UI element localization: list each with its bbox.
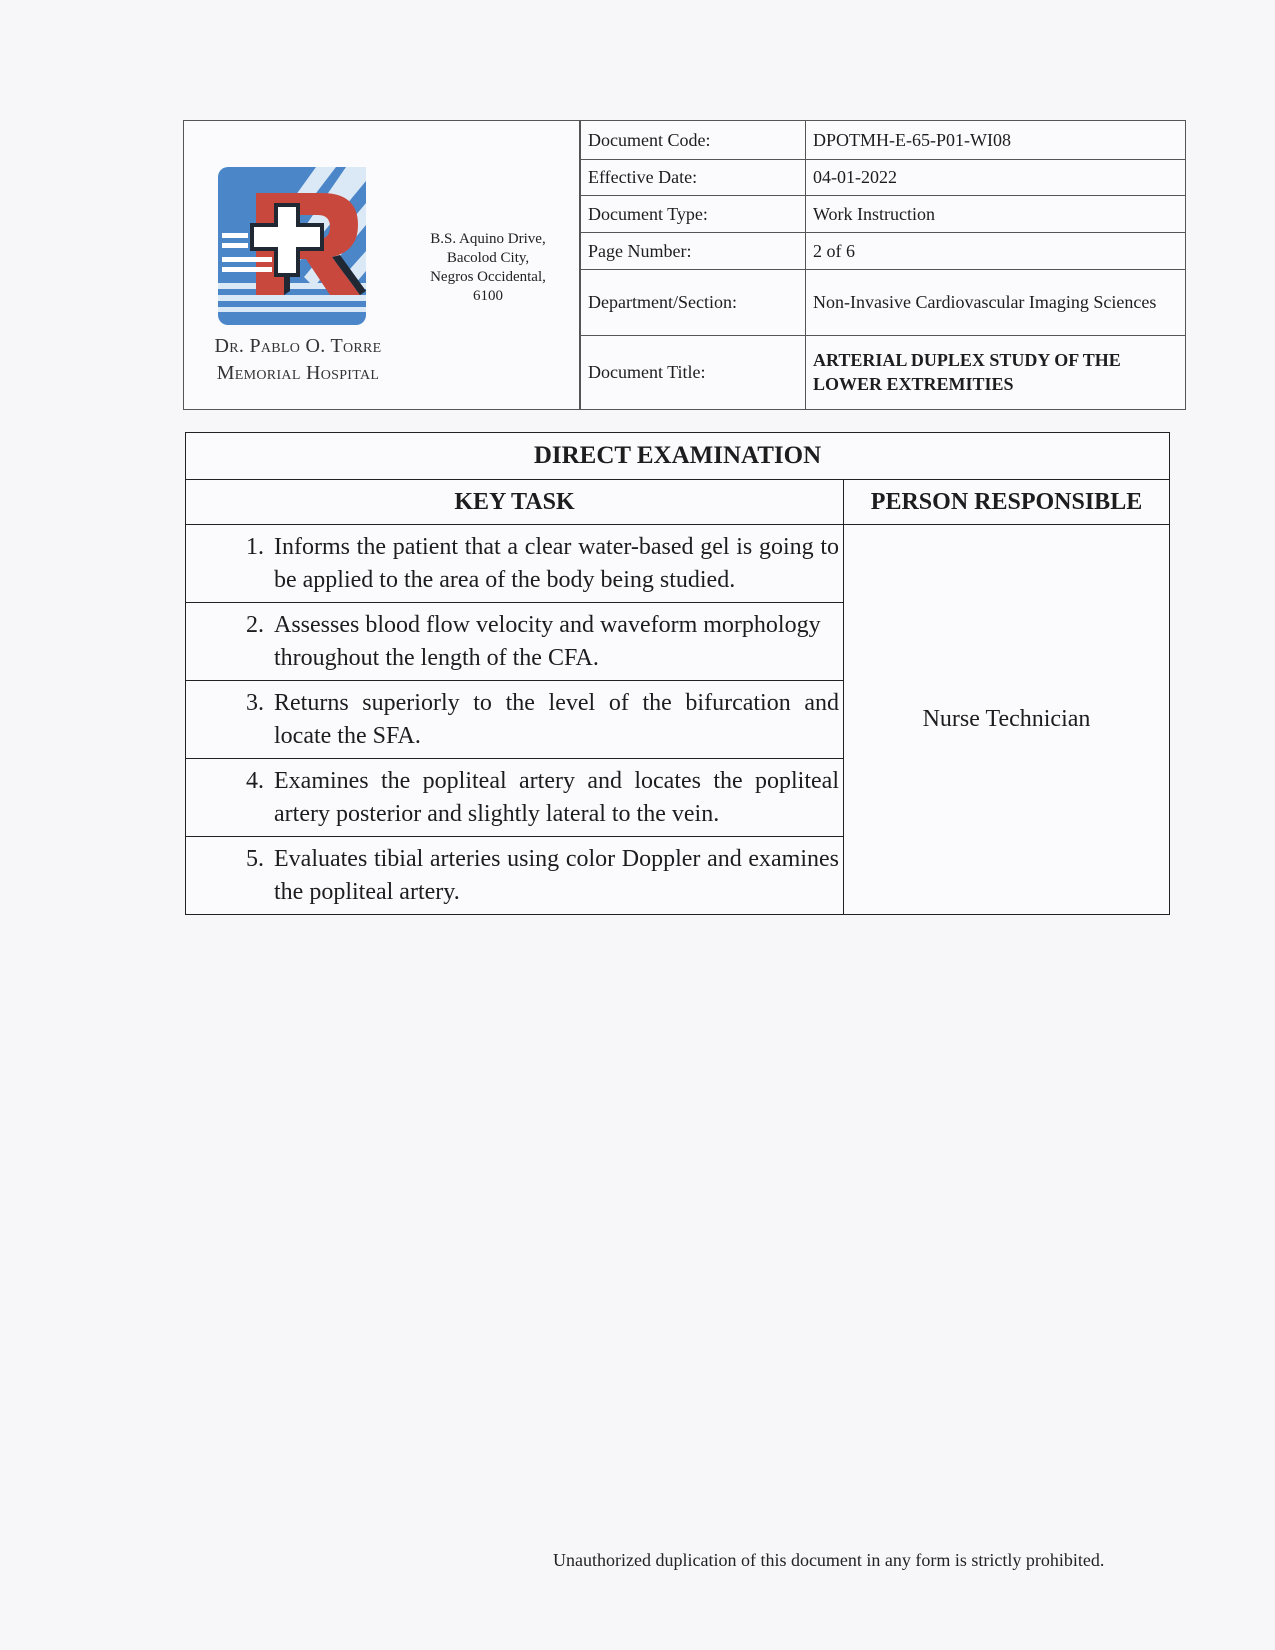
task-number: 4. [246,768,264,794]
task-text: Assesses blood flow velocity and waveform morphology throughout the length of the CFA. [274,612,821,671]
info-row-code: Document Code: DPOTMH-E-65-P01-WI08 [581,121,1186,159]
info-row-department: Department/Section: Non-Invasive Cardiovascular Imaging Sciences [581,269,1186,335]
task-number: 3. [246,690,264,716]
task-number: 5. [246,846,264,872]
section-title: DIRECT EXAMINATION [186,433,1170,480]
task-text: Examines the popliteal artery and locates the popliteal artery posterior and slightly lateral to the vein. [274,768,839,827]
document-info-table [580,121,1185,409]
column-header-key-task: KEY TASK [186,480,844,525]
info-row-effective-date: Effective Date: 04-01-2022 [581,159,1186,195]
info-row-document-title: Document Title: ARTERIAL DUPLEX STUDY OF THE LOWER EXTREMITIES [581,335,1186,409]
logo-cell [184,121,580,409]
task-number: 1. [246,534,264,560]
column-header-person-responsible: PERSON RESPONSIBLE [844,480,1170,525]
task-text: Evaluates tibial arteries using color Doppler and examines the popliteal artery. [274,846,839,905]
info-row-document-type: Document Type: Work Instruction [581,195,1186,232]
hospital-logo-icon [218,163,378,329]
task-text: Returns superiorly to the level of the bifurcation and locate the SFA. [274,690,839,749]
document-header [183,120,1186,410]
footer-notice: Unauthorized duplication of this document in any form is strictly prohibited. [553,1550,1105,1570]
task-number: 2. [246,612,264,638]
direct-examination-table [185,432,1170,915]
task-text: Informs the patient that a clear water-based gel is going to be applied to the area of the body being studied. [274,534,839,593]
hospital-name: Dr. Pablo O. Torre Memorial Hospital [214,335,382,384]
table-row [186,525,1170,603]
info-row-page-number: Page Number: 2 of 6 [581,232,1186,269]
hospital-address: B.S. Aquino Drive, Bacolod City, Negros Occidental, 6100 [430,231,546,304]
person-responsible: Nurse Technician [844,525,1170,915]
